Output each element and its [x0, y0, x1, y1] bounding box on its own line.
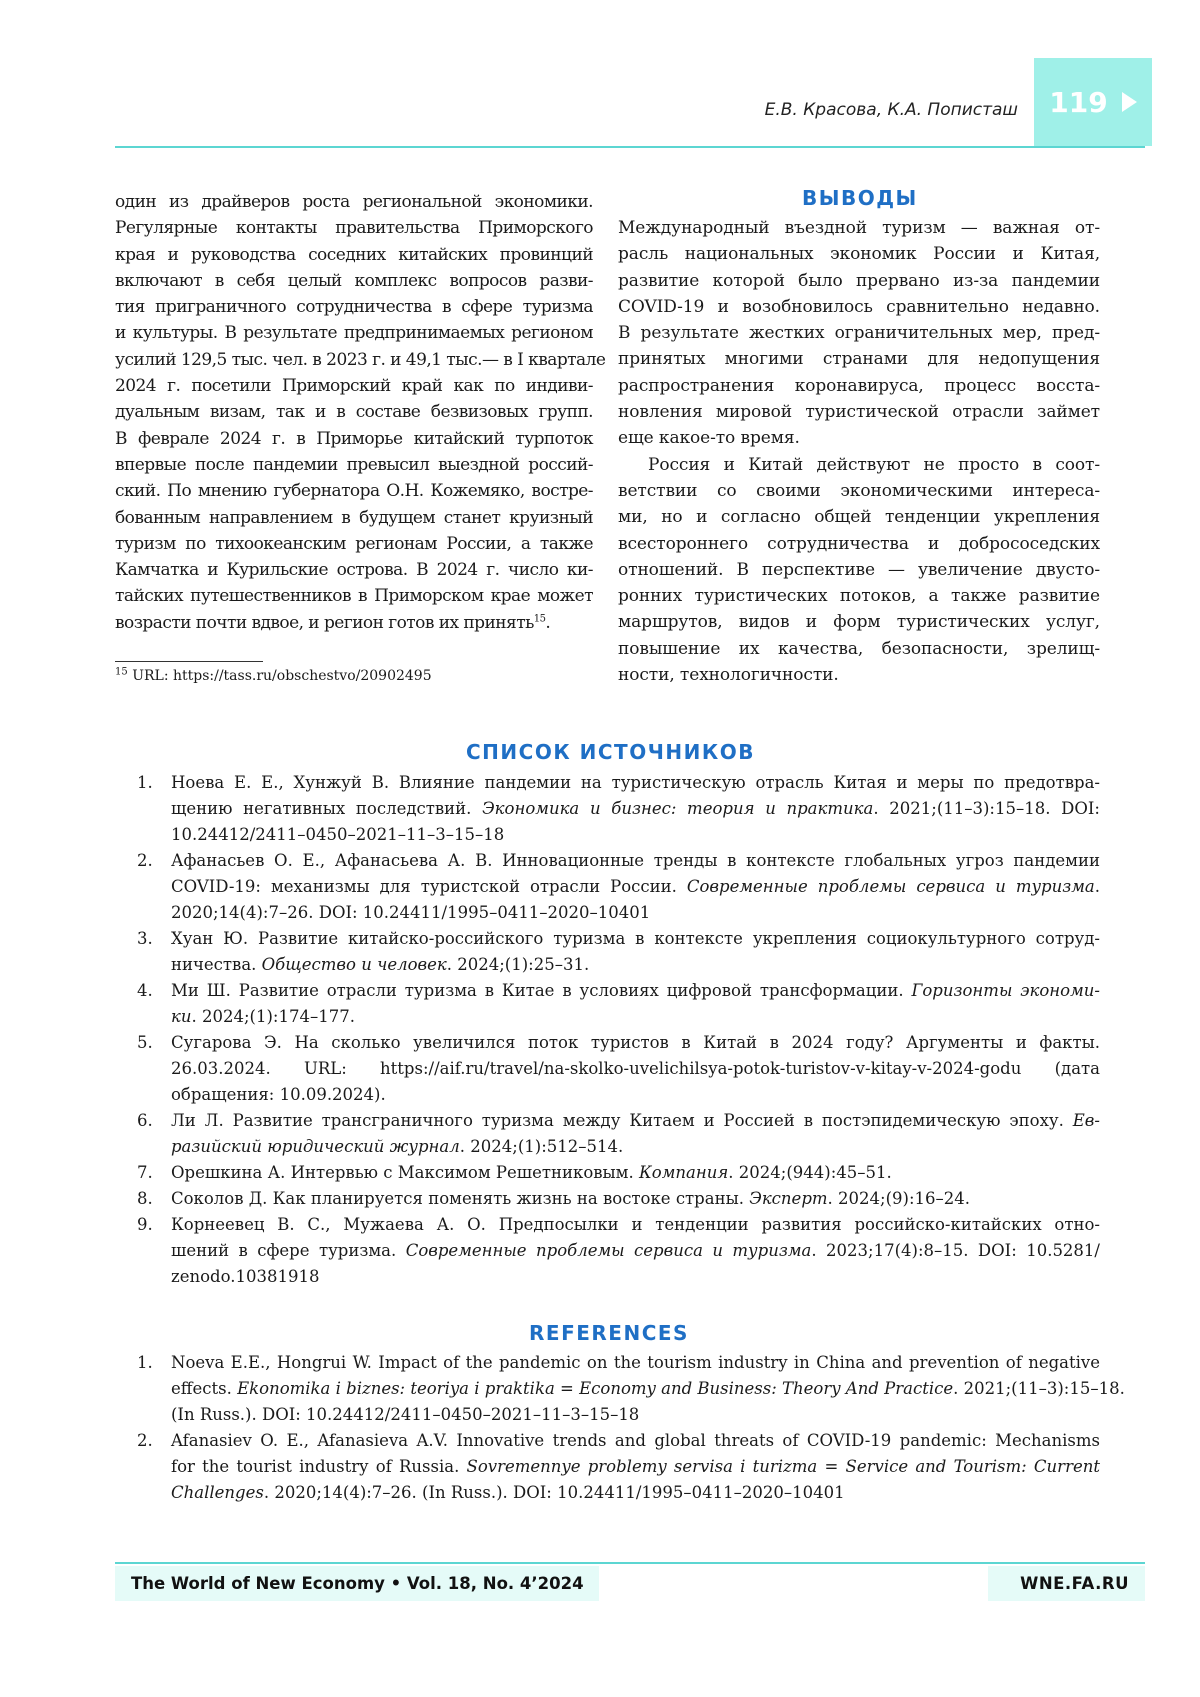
journal-title: Современные проблемы сервиса и туризма	[686, 877, 1095, 896]
ref-line	[171, 1108, 1100, 1134]
text-line: и культуры. В результате предпринимаемых регионом	[115, 323, 593, 344]
arrow-right-icon	[1122, 92, 1137, 112]
ref-text: . 2023;17(4):8–15. DOI: 10.5281/	[811, 1241, 1100, 1260]
ref-line: (In Russ.). DOI: 10.24412/2411–0450–2021–11–3–15–18	[171, 1405, 640, 1424]
ref-line	[171, 796, 1100, 822]
ref-text: COVID-19: механизмы для туристской отрасли России.	[171, 877, 687, 896]
ref-text: . 2020;14(4):7–26. (In Russ.). DOI: 10.24411/1995–0411–2020–10401	[263, 1483, 845, 1502]
ref-line: Сугарова Э. На сколько увеличился поток туристов в Китай в 2024 году? Аргументы и факты.	[171, 1033, 1100, 1052]
text-line: бованным направлением в будущем станет круизный	[115, 507, 593, 528]
text-line: ми, но и согласно общей тенденции укрепления	[618, 507, 1100, 528]
ref-line: 26.03.2024. URL: https://aif.ru/travel/na-skolko-uvelichilsya-potok-turistov-v-kitay-v-2024-godu (дата	[171, 1059, 1100, 1078]
item-number: 6.	[137, 1111, 153, 1130]
footer-site-link[interactable]: WNE.FA.RU	[988, 1566, 1145, 1601]
text-line: В результате жестких ограничительных мер, пред-	[618, 323, 1100, 344]
conclusions-column	[618, 215, 1100, 688]
body-left-column	[115, 189, 606, 636]
source-item-7	[125, 1160, 1100, 1186]
ref-text: . 2024;(1):174–177.	[191, 1007, 355, 1026]
item-number: 5.	[137, 1033, 153, 1052]
ref-line	[171, 1160, 1100, 1186]
item-number: 2.	[137, 1431, 153, 1450]
journal-title: Challenges	[171, 1483, 264, 1502]
source-item-5	[125, 1030, 1100, 1108]
source-item-6	[125, 1108, 1100, 1160]
ref-text: ничества.	[171, 955, 262, 974]
footer-rule	[115, 1562, 1145, 1564]
text-line: Международный въездной туризм — важная от-	[618, 218, 1100, 238]
journal-title: Экономика и бизнес: теория и практика	[482, 799, 874, 818]
text-line: усилий 129,5 тыс. чел. в 2023 г. и 49,1 тыс.— в I квартале	[115, 349, 606, 370]
text-line: включают в себя целый комплекс вопросов разви-	[115, 270, 593, 291]
conclusions-heading: ВЫВОДЫ	[802, 186, 918, 210]
text-line: ский. По мнению губернатора О.Н. Кожемяко, востре-	[115, 481, 593, 502]
header-rule	[115, 146, 1145, 148]
ref-line: Noeva E.E., Hongrui W. Impact of the pandemic on the tourism industry in China and prevention of negative	[171, 1353, 1100, 1372]
ref-text: for the tourist industry of Russia.	[171, 1457, 467, 1476]
ref-text: Ми Ш. Развитие отрасли туризма в Китае в условиях цифровой трансформации.	[171, 981, 912, 1000]
text-line: всестороннего сотрудничества и добрососедских	[618, 533, 1100, 554]
journal-title: Ekonomika i biznes: teoriya i praktika = Economy and Business: Theory And Practice	[237, 1379, 954, 1398]
text-line: 2024 г. посетили Приморский край как по индиви-	[115, 376, 593, 397]
item-number: 2.	[137, 851, 153, 870]
source-item-9	[125, 1212, 1100, 1290]
ref-line	[171, 1480, 1100, 1506]
ref-line: 10.24412/2411–0450–2021–11–3–15–18	[171, 825, 505, 844]
text-line: ронних туристических потоков, а также развитие	[618, 586, 1100, 607]
text-line: распространения коронавируса, процесс восста-	[618, 375, 1100, 396]
ref-line	[171, 1004, 1100, 1030]
ref-line	[171, 1186, 1100, 1212]
reference-item-2	[125, 1428, 1100, 1506]
journal-title: ки	[171, 1007, 192, 1026]
text-line: туризм по тихоокеанским регионам России, а также	[115, 533, 593, 554]
ref-line	[171, 1454, 1100, 1480]
ref-text: Соколов Д. Как планируется поменять жизнь на востоке страны.	[171, 1189, 750, 1208]
ref-text: шений в сфере туризма.	[171, 1241, 406, 1260]
item-number: 4.	[137, 981, 153, 1000]
text-line: дуальным визам, так и в составе безвизовых групп.	[115, 402, 593, 423]
text-line: Регулярные контакты правительства Приморского	[115, 218, 593, 239]
ref-line	[171, 1238, 1100, 1264]
page-number-box	[1034, 58, 1152, 146]
text-line: возрасти почти вдвое, и регион готов их принять$^{15}$.	[115, 612, 551, 633]
item-number: 1.	[137, 1353, 153, 1372]
text-line-content: возрасти почти вдвое, и регион готов их принять	[115, 612, 534, 633]
source-item-2	[125, 848, 1100, 926]
text-line: COVID-19 и возобновилось сравнительно недавно.	[618, 296, 1100, 317]
ref-text: . 2024;(944):45–51.	[728, 1163, 892, 1182]
journal-title: Общество и человек	[261, 955, 447, 974]
source-item-1	[125, 770, 1100, 848]
ref-line: обращения: 10.09.2024).	[171, 1085, 386, 1104]
source-item-3	[125, 926, 1100, 978]
ref-text: щению негативных последствий.	[171, 799, 483, 818]
ref-line: zenodo.10381918	[171, 1267, 320, 1286]
journal-title: Компания	[639, 1163, 729, 1182]
source-item-4	[125, 978, 1100, 1030]
text-line: Камчатка и Курильские острова. В 2024 г. число ки-	[115, 560, 593, 581]
page-number: 119	[1049, 85, 1108, 119]
reference-item-1	[125, 1350, 1125, 1428]
references-list	[125, 1350, 1125, 1506]
ref-text: . 2024;(1):25–31.	[446, 955, 590, 974]
text-line: повышение их качества, безопасности, зрелищ-	[618, 638, 1100, 659]
item-number: 3.	[137, 929, 153, 948]
ref-text: Ли Л. Развитие трансграничного туризма между Китаем и Россией в постэпидемическую эпоху.	[171, 1111, 1073, 1130]
text-line: еще какое-то время.	[618, 428, 800, 449]
journal-title: разийский юридический журнал	[171, 1137, 460, 1156]
sources-list	[125, 770, 1100, 1290]
ref-text: . 2024;(1):512–514.	[459, 1137, 624, 1156]
item-number: 9.	[137, 1215, 153, 1234]
footer-journal: The World of New Economy • Vol. 18, No. 4’2024	[115, 1566, 599, 1601]
text-line: маршрутов, видов и форм туристических услуг,	[618, 612, 1100, 633]
text-line: В феврале 2024 г. в Приморье китайский турпоток	[115, 428, 593, 449]
references-heading: REFERENCES	[529, 1321, 689, 1345]
item-number: 7.	[137, 1163, 153, 1182]
ref-line: Хуан Ю. Развитие китайско-российского туризма в контексте укрепления социокультурного сотруд-	[171, 929, 1100, 948]
journal-title: Эксперт	[749, 1189, 828, 1208]
item-number: 1.	[137, 773, 153, 792]
footnote-reference[interactable]: 15	[533, 613, 546, 625]
journal-title: Sovremennye problemy servisa i turizma = Service and Tourism: Current	[466, 1457, 1100, 1476]
ref-line	[171, 1376, 1125, 1402]
footnote-rule	[115, 661, 263, 662]
text-line: тайских путешественников в Приморском крае может	[115, 586, 593, 607]
ref-line	[171, 952, 1100, 978]
ref-line: 2020;14(4):7–26. DOI: 10.24411/1995–0411–2020–10401	[171, 903, 651, 922]
footnote	[115, 668, 432, 684]
text-line: один из драйверов роста региональной экономики.	[115, 192, 593, 212]
text-line: ветствии со своими экономическими интереса-	[618, 480, 1100, 501]
text-line: Россия и Китай действуют не просто в соот-	[648, 454, 1100, 475]
sources-heading: СПИСОК ИСТОЧНИКОВ	[466, 740, 755, 764]
ref-text: Орешкина А. Интервью с Максимом Решетниковым.	[171, 1163, 639, 1182]
ref-line	[171, 1134, 1100, 1160]
footnote-number: 15	[115, 666, 128, 678]
text-line: принятых многими странами для недопущения	[618, 349, 1100, 370]
text-line: отношений. В перспективе — увеличение двусто-	[618, 559, 1100, 580]
text-line: развитие которой было прервано из-за пандемии	[618, 270, 1100, 291]
ref-line	[171, 874, 1100, 900]
ref-text: .	[1094, 877, 1100, 896]
ref-text: . 2024;(9):16–24.	[827, 1189, 970, 1208]
ref-line: Афанасьев О. Е., Афанасьева А. В. Инновационные тренды в контексте глобальных угроз пандемии	[171, 851, 1100, 870]
text-line: тия приграничного сотрудничества в сфере туризма	[115, 297, 593, 318]
ref-text: . 2021;(11–3):15–18.	[953, 1379, 1125, 1398]
ref-text: . 2021;(11–3):15–18. DOI:	[873, 799, 1100, 818]
text-line: ности, технологичности.	[618, 665, 839, 686]
footnote-text: URL: https://tass.ru/obschestvo/20902495	[132, 668, 432, 684]
text-line: впервые после пандемии превысил выездной россий-	[115, 454, 593, 475]
journal-title: Ев-	[1072, 1111, 1100, 1130]
ref-line: Afanasiev O. E., Afanasieva A.V. Innovative trends and global threats of COVID-19 pandemic: Mechanisms	[171, 1431, 1100, 1450]
text-line: расль национальных экономик России и Китая,	[618, 244, 1100, 265]
item-number: 8.	[137, 1189, 153, 1208]
journal-title: Горизонты экономи-	[911, 981, 1100, 1000]
journal-title: Современные проблемы сервиса и туризма	[405, 1241, 812, 1260]
source-item-8	[125, 1186, 1100, 1212]
text-line: края и руководства соседних китайских провинций	[115, 244, 593, 265]
ref-line: Ноева Е. Е., Хунжуй В. Влияние пандемии на туристическую отрасль Китая и меры по предотвра-	[171, 773, 1100, 792]
text-line: новления мировой туристической отрасли займет	[618, 402, 1100, 423]
ref-line: Корнеевец В. С., Мужаева А. О. Предпосылки и тенденции развития российско-китайских отно-	[171, 1215, 1100, 1234]
running-header-authors: Е.В. Красова, К.А. Пописташ	[764, 100, 1018, 120]
ref-line	[171, 978, 1100, 1004]
ref-text: effects.	[171, 1379, 238, 1398]
